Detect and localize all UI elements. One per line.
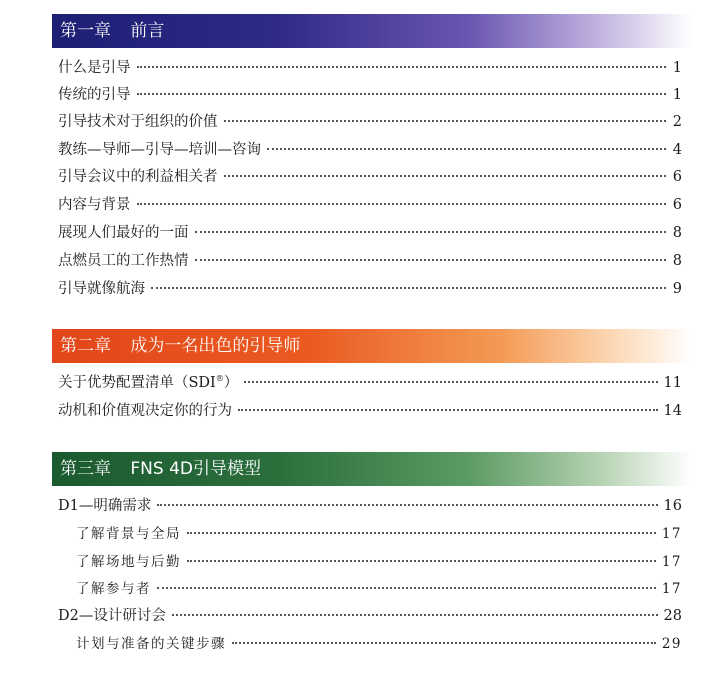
chapter-3-header (52, 452, 692, 486)
toc-entry-page: 6 (672, 197, 682, 213)
toc-entry-title: D1—明确需求 (58, 498, 152, 514)
toc-entry-page: 17 (661, 554, 682, 570)
dot-leader (172, 614, 658, 616)
dot-leader (137, 66, 667, 68)
toc-entry[interactable] (58, 138, 682, 162)
toc-entry-title: 了解背景与全局 (76, 526, 181, 542)
toc-entry-title: 内容与背景 (58, 197, 131, 213)
toc-entry-page: 8 (672, 225, 682, 241)
toc-entry[interactable] (58, 221, 682, 245)
toc-entry-page: 2 (672, 114, 682, 130)
toc-entry-title: 引导技术对于组织的价值 (58, 114, 218, 130)
chapter-1-header (52, 14, 692, 48)
toc-entry-page: 9 (672, 281, 682, 297)
registered-mark: ® (215, 374, 224, 384)
toc-entry-page: 1 (672, 87, 682, 103)
dot-leader (157, 587, 656, 589)
toc-entry-title: 了解场地与后勤 (76, 554, 181, 570)
toc-entry[interactable] (58, 110, 682, 134)
toc-entry-title: 展现人们最好的一面 (58, 225, 189, 241)
toc-entry-page: 11 (663, 375, 682, 391)
dot-leader (195, 259, 667, 261)
toc-entry-title: 引导就像航海 (58, 281, 145, 297)
chapter-1-title: 前言 (130, 21, 165, 41)
toc-entry[interactable] (58, 83, 682, 107)
toc-entry[interactable] (58, 604, 682, 628)
toc-entry-page: 6 (672, 169, 682, 185)
toc-entry-page: 29 (661, 636, 682, 652)
dot-leader (187, 532, 656, 534)
toc-entry-page: 17 (661, 526, 682, 542)
toc-entry-title: 了解参与者 (76, 581, 151, 597)
toc-entry-title: 动机和价值观决定你的行为 (58, 403, 232, 419)
toc-subentry[interactable] (76, 550, 682, 574)
toc-entry-title: 什么是引导 (58, 60, 131, 76)
toc-entry-page: 14 (663, 403, 682, 419)
dot-leader (151, 287, 666, 289)
toc-entry[interactable] (58, 165, 682, 189)
dot-leader (224, 175, 667, 177)
dot-leader (157, 504, 657, 506)
dot-leader (224, 120, 667, 122)
toc-entry[interactable] (58, 56, 682, 80)
toc-subentry[interactable] (76, 577, 682, 601)
chapter-1-number: 第一章 (60, 21, 111, 41)
toc-entry-page: 16 (663, 498, 682, 514)
toc-entry-page: 1 (672, 60, 682, 76)
toc-entry[interactable] (58, 249, 682, 273)
toc-subentry[interactable] (76, 632, 682, 656)
toc-entry-title: 教练—导师—引导—培训—咨询 (58, 142, 261, 158)
toc-entry-title: 引导会议中的利益相关者 (58, 169, 218, 185)
toc-entry-title: 点燃员工的工作热情 (58, 253, 189, 269)
dot-leader (244, 381, 657, 383)
dot-leader (195, 231, 667, 233)
toc-entry-page: 17 (661, 581, 682, 597)
toc-entry[interactable] (58, 277, 682, 301)
dot-leader (137, 203, 667, 205)
toc-subentry[interactable] (76, 522, 682, 546)
toc-entry-page: 28 (663, 608, 682, 624)
toc-entry[interactable] (58, 399, 682, 423)
dot-leader (267, 148, 666, 150)
toc-entry[interactable] (58, 494, 682, 518)
toc-entry-title: 传统的引导 (58, 87, 131, 103)
dot-leader (187, 560, 656, 562)
toc-entry-title: D2—设计研讨会 (58, 608, 166, 624)
chapter-3-number: 第三章 (60, 459, 111, 479)
dot-leader (238, 409, 658, 411)
chapter-3-title: FNS 4D引导模型 (130, 459, 262, 479)
toc-entry[interactable] (58, 193, 682, 217)
toc-entry[interactable] (58, 371, 682, 395)
toc-entry-page: 8 (672, 253, 682, 269)
toc-entry-page: 4 (672, 142, 682, 158)
chapter-2-number: 第二章 (60, 336, 111, 356)
dot-leader (232, 642, 656, 644)
toc-entry-title: 计划与准备的关键步骤 (76, 636, 226, 652)
dot-leader (137, 93, 667, 95)
chapter-2-header (52, 329, 692, 363)
chapter-2-title: 成为一名出色的引导师 (130, 336, 301, 356)
toc-entry-title: 关于优势配置清单（SDI®） (58, 374, 239, 391)
